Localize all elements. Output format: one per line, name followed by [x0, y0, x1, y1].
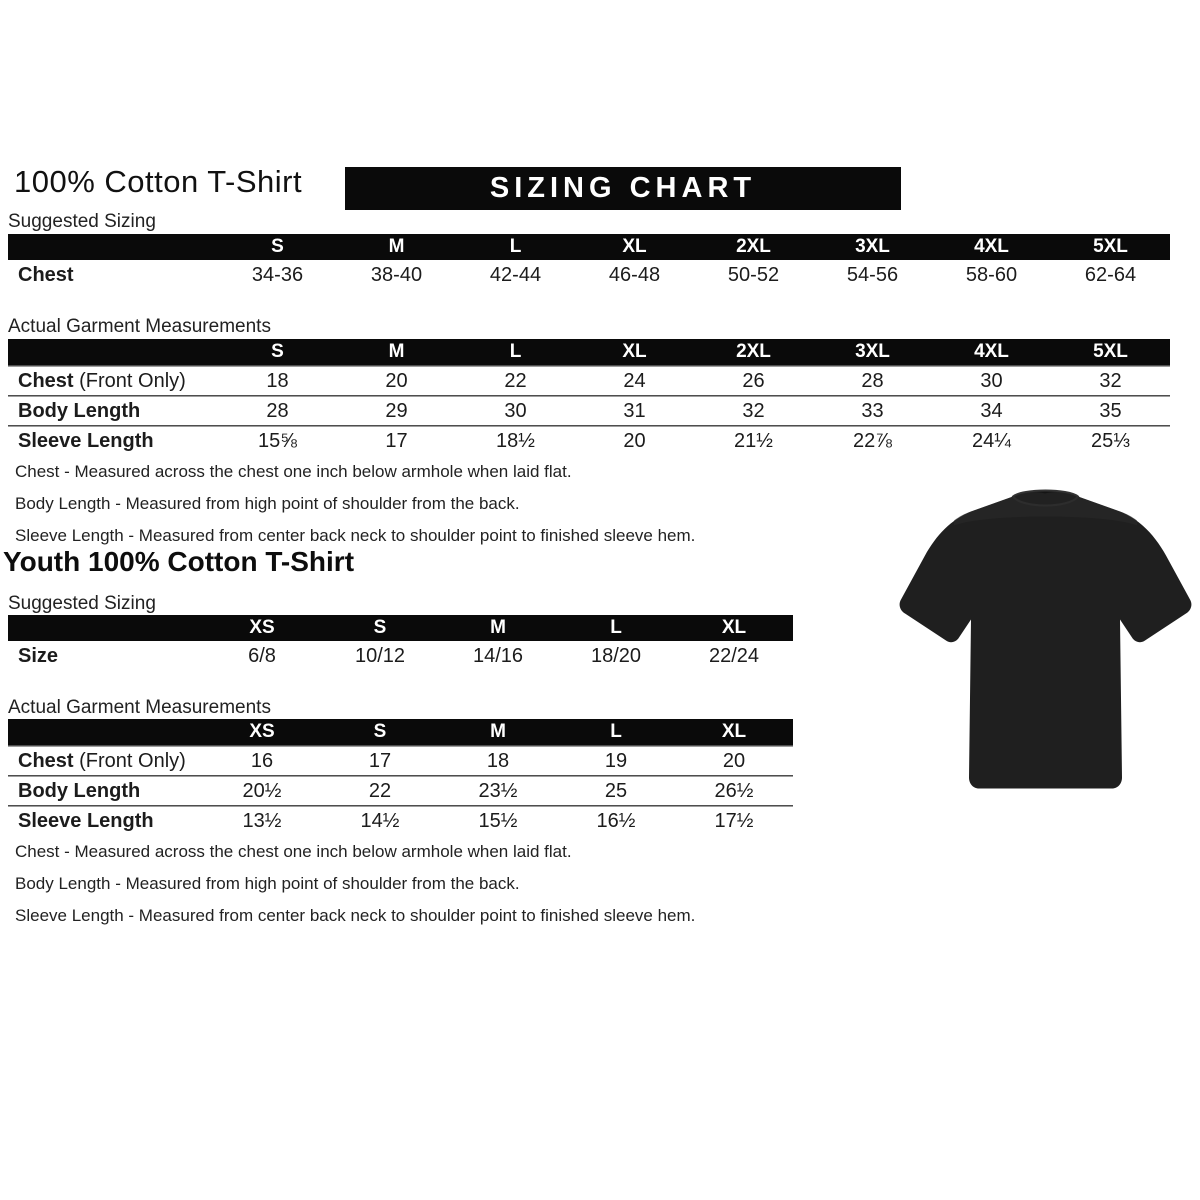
table-cell: 22/24 — [708, 644, 760, 667]
row-cells — [218, 370, 1170, 393]
adult-actual-header-row — [8, 339, 1170, 365]
table-cell: 50-52 — [727, 263, 780, 286]
size-header-cells — [218, 341, 1170, 363]
row-cells — [203, 750, 793, 773]
table-row — [8, 260, 1170, 290]
row-label — [8, 780, 203, 803]
black-tshirt-image — [893, 483, 1198, 803]
note-line: Body Length - Measured from high point of shoulder from the back. — [15, 874, 520, 893]
adult-suggested-sizing-label: Suggested Sizing — [8, 211, 156, 232]
row-label-suffix: (Front Only) — [73, 749, 186, 772]
adult-actual-table — [8, 339, 1170, 455]
table-cell: 54-56 — [846, 263, 899, 286]
table-cell: 20 — [623, 429, 646, 452]
table-cell: 22 — [504, 369, 527, 392]
size-header-cell: 4XL — [974, 236, 1009, 257]
table-cell: 34 — [980, 399, 1003, 422]
adult-actual-measurements-label: Actual Garment Measurements — [8, 316, 271, 337]
row-label — [8, 400, 218, 423]
row-label — [8, 810, 203, 833]
table-cell: 30 — [980, 369, 1003, 392]
size-header-cell: XL — [721, 617, 747, 638]
size-header-cell: 5XL — [1093, 341, 1128, 362]
row-label-text: Sleeve Length — [18, 809, 154, 832]
size-header-cell: M — [490, 721, 506, 742]
table-row — [8, 367, 1170, 395]
table-cell: 18 — [266, 369, 289, 392]
sizing-chart-banner-text: SIZING CHART — [489, 172, 757, 204]
table-cell: 26 — [742, 369, 765, 392]
table-cell: 18½ — [496, 429, 535, 452]
size-header-cell: XL — [721, 721, 747, 742]
table-cell: 18/20 — [590, 644, 642, 667]
row-cells — [203, 780, 793, 803]
youth-section-title: Youth 100% Cotton T-Shirt — [3, 546, 355, 577]
table-cell: 28 — [861, 369, 884, 392]
table-cell: 24¼ — [972, 429, 1011, 452]
row-label-text: Body Length — [18, 779, 141, 802]
table-cell: 26½ — [714, 779, 754, 802]
table-cell: 14/16 — [472, 644, 524, 667]
size-header-cells — [203, 617, 793, 639]
table-cell: 46-48 — [608, 263, 661, 286]
table-cell: 15⅝ — [258, 429, 297, 452]
youth-actual-measurements-label: Actual Garment Measurements — [8, 697, 271, 718]
table-cell: 33 — [861, 399, 884, 422]
row-cells — [203, 810, 793, 833]
table-cell: 35 — [1099, 399, 1122, 422]
row-label-text: Chest — [18, 263, 74, 286]
row-cells — [218, 430, 1170, 453]
size-header-cell: 3XL — [855, 236, 890, 257]
page-title: 100% Cotton T-Shirt — [14, 164, 303, 199]
size-header-cell: M — [490, 617, 506, 638]
table-cell: 32 — [1099, 369, 1122, 392]
row-label — [8, 645, 203, 668]
size-header-cells — [203, 721, 793, 743]
table-row — [8, 777, 793, 805]
table-cell: 25 — [604, 779, 628, 802]
adult-measurement-notes — [15, 462, 695, 558]
size-header-cell: S — [373, 617, 387, 638]
table-cell: 17½ — [714, 809, 754, 832]
table-cell: 24 — [623, 369, 646, 392]
table-cell: 19 — [604, 749, 628, 772]
table-cell: 25⅓ — [1091, 429, 1130, 452]
size-header-cell: 5XL — [1093, 236, 1128, 257]
table-cell: 14½ — [360, 809, 400, 832]
table-cell: 38-40 — [370, 263, 423, 286]
size-header-cell: M — [388, 341, 405, 362]
size-header-cell: 4XL — [974, 341, 1009, 362]
table-cell: 29 — [385, 399, 408, 422]
table-cell: 30 — [504, 399, 527, 422]
size-header-cell: L — [610, 721, 622, 742]
row-label — [8, 264, 218, 287]
row-label-text: Size — [18, 644, 59, 667]
table-cell: 20½ — [242, 779, 282, 802]
row-label — [8, 750, 203, 773]
table-cell: 42-44 — [489, 263, 542, 286]
size-header-cell: S — [271, 341, 284, 362]
table-row — [8, 427, 1170, 455]
size-header-cell: L — [509, 341, 522, 362]
size-header-cell: 2XL — [736, 341, 771, 362]
table-cell: 22⅞ — [853, 429, 892, 452]
adult-suggested-table — [8, 234, 1170, 290]
table-cell: 20 — [385, 369, 408, 392]
table-cell: 15½ — [478, 809, 518, 832]
table-cell: 23½ — [478, 779, 518, 802]
row-label-text: Chest — [18, 749, 74, 772]
row-label — [8, 370, 218, 393]
note-line: Chest - Measured across the chest one inch below armhole when laid flat. — [15, 842, 572, 861]
size-header-cell: L — [509, 236, 522, 257]
table-cell: 62-64 — [1084, 263, 1137, 286]
table-cell: 18 — [486, 749, 510, 772]
table-row — [8, 397, 1170, 425]
size-header-cell: XL — [622, 236, 647, 257]
tshirt-body — [900, 492, 1192, 788]
note-line: Body Length - Measured from high point of shoulder from the back. — [15, 494, 520, 513]
table-cell: 22 — [368, 779, 392, 802]
row-label — [8, 430, 218, 453]
youth-actual-header-row — [8, 719, 793, 745]
youth-measurement-notes — [15, 842, 695, 938]
size-header-cell: L — [610, 617, 622, 638]
note-line: Sleeve Length - Measured from center back neck to shoulder point to finished sleeve hem. — [15, 906, 696, 925]
size-header-cell: S — [271, 236, 284, 257]
table-row — [8, 641, 793, 671]
table-cell: 58-60 — [965, 263, 1018, 286]
size-header-cell: M — [388, 236, 405, 257]
table-cell: 28 — [266, 399, 289, 422]
row-label-text: Body Length — [18, 399, 141, 422]
table-cell: 20 — [722, 749, 746, 772]
table-cell: 32 — [742, 399, 765, 422]
row-cells — [203, 645, 793, 668]
table-cell: 34-36 — [251, 263, 304, 286]
youth-suggested-sizing-label: Suggested Sizing — [8, 593, 156, 614]
table-cell: 13½ — [242, 809, 282, 832]
table-cell: 10/12 — [354, 644, 406, 667]
row-label-text: Sleeve Length — [18, 429, 154, 452]
table-cell: 16 — [250, 749, 274, 772]
table-row — [8, 747, 793, 775]
table-row — [8, 807, 793, 835]
size-header-cell: XS — [249, 721, 275, 742]
adult-suggested-header-row — [8, 234, 1170, 260]
youth-suggested-table — [8, 615, 793, 671]
row-cells — [218, 400, 1170, 423]
size-header-cell: 2XL — [736, 236, 771, 257]
note-line: Sleeve Length - Measured from center back neck to shoulder point to finished sleeve hem. — [15, 526, 696, 545]
size-header-cell: XS — [249, 617, 275, 638]
sizing-chart-banner — [345, 167, 901, 210]
size-header-cells — [218, 236, 1170, 258]
table-cell: 17 — [385, 429, 408, 452]
youth-suggested-header-row — [8, 615, 793, 641]
youth-actual-table — [8, 719, 793, 835]
table-cell: 31 — [623, 399, 646, 422]
row-cells — [218, 264, 1170, 287]
table-cell: 21½ — [734, 429, 773, 452]
row-label-suffix: (Front Only) — [73, 369, 186, 392]
table-cell: 17 — [368, 749, 392, 772]
size-header-cell: S — [373, 721, 387, 742]
table-cell: 6/8 — [248, 644, 276, 667]
size-header-cell: 3XL — [855, 341, 890, 362]
row-label-text: Chest — [18, 369, 74, 392]
table-cell: 16½ — [596, 809, 636, 832]
note-line: Chest - Measured across the chest one inch below armhole when laid flat. — [15, 462, 572, 481]
size-header-cell: XL — [622, 341, 647, 362]
